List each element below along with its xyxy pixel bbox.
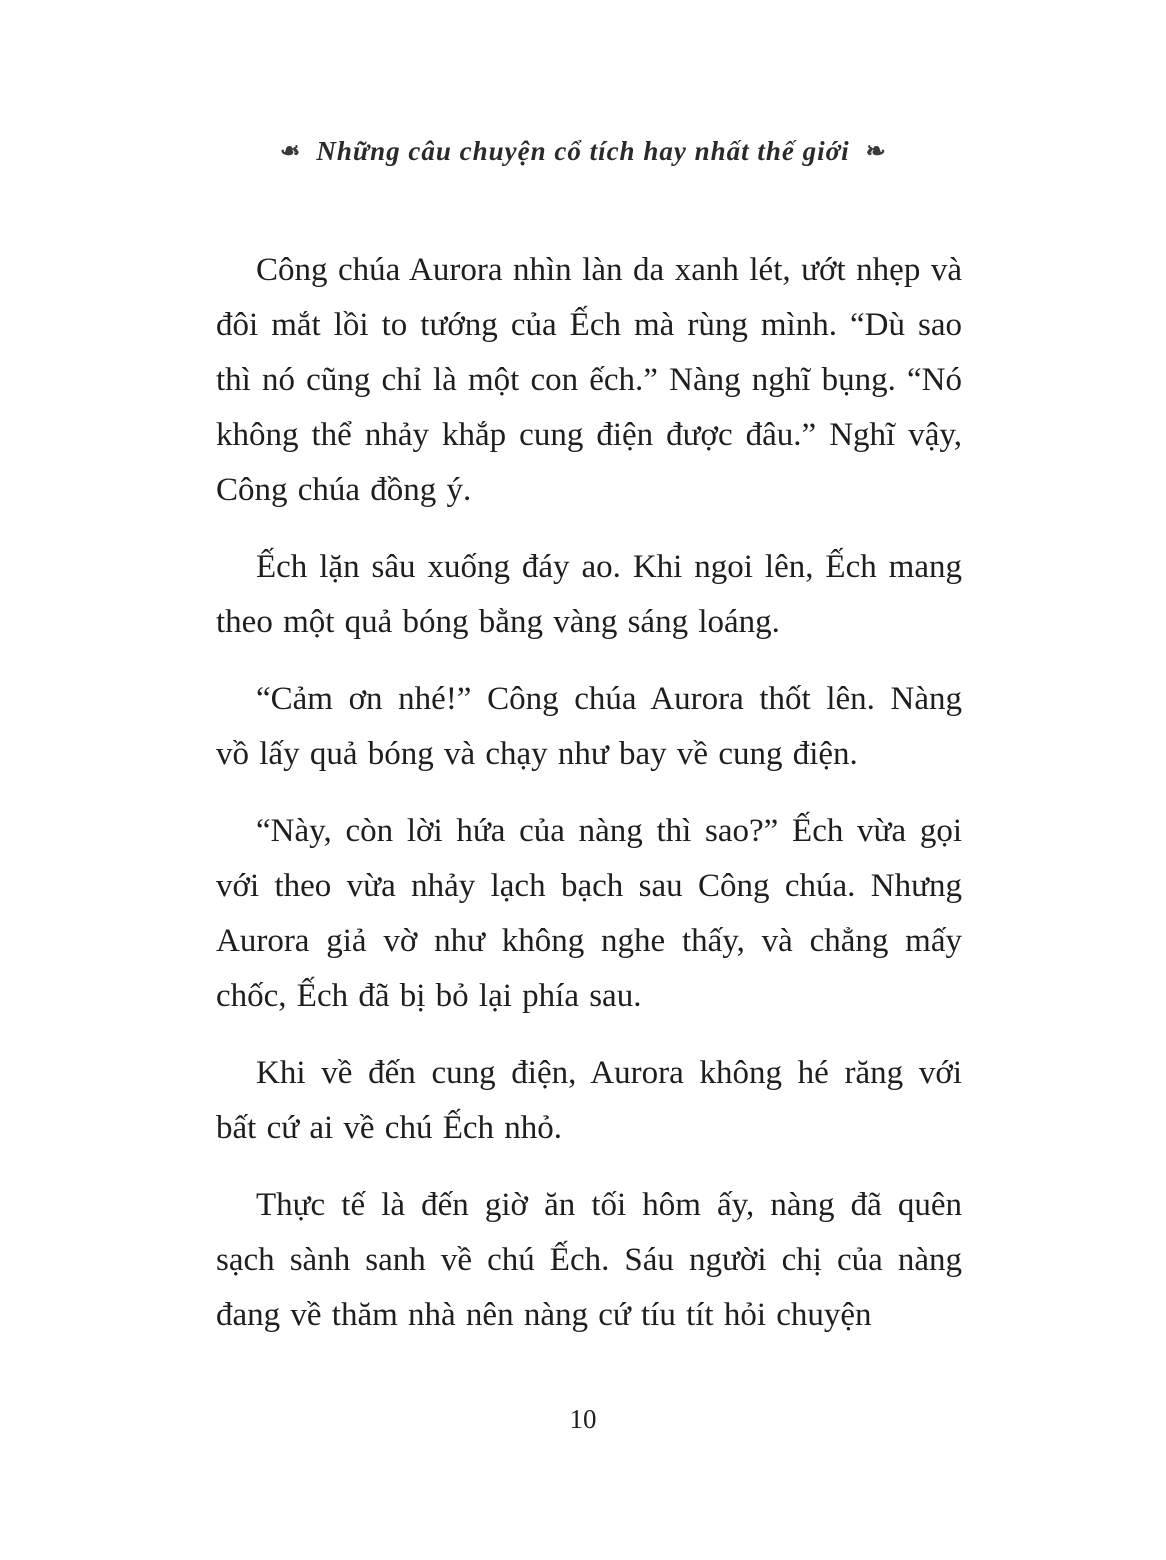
paragraph: Ếch lặn sâu xuống đáy ao. Khi ngoi lên, Ếch mang theo một quả bóng bằng vàng sáng loáng. bbox=[216, 549, 962, 640]
paragraph: “Cảm ơn nhé!” Công chúa Aurora thốt lên. Nàng vồ lấy quả bóng và chạy như bay về cung điện. bbox=[216, 681, 962, 772]
running-header-title: Những câu chuyện cổ tích hay nhất thế giới bbox=[316, 136, 850, 166]
page-number: 10 bbox=[569, 1404, 597, 1434]
paragraph: Thực tế là đến giờ ăn tối hôm ấy, nàng đã quên sạch sành sanh về chú Ếch. Sáu người chị của nàng đang về thăm nhà nên nàng cứ tíu tít hỏi chuyện bbox=[216, 1187, 962, 1333]
header-ornament-left-icon: ❧ bbox=[279, 139, 301, 165]
page-body-text bbox=[216, 243, 962, 1365]
paragraph: Khi về đến cung điện, Aurora không hé răng với bất cứ ai về chú Ếch nhỏ. bbox=[216, 1055, 962, 1146]
paragraph: Công chúa Aurora nhìn làn da xanh lét, ướt nhẹp và đôi mắt lồi to tướng của Ếch mà rùng mình. “Dù sao thì nó cũng chỉ là một con ếch.” Nàng nghĩ bụng. “Nó không thể nhảy khắp cung điện được đâu.” Nghĩ vậy, Công chúa đồng ý. bbox=[216, 252, 962, 508]
paragraph: “Này, còn lời hứa của nàng thì sao?” Ếch vừa gọi với theo vừa nhảy lạch bạch sau Công chúa. Nhưng Aurora giả vờ như không nghe thấy, và chẳng mấy chốc, Ếch đã bị bỏ lại phía sau. bbox=[216, 813, 962, 1014]
running-header bbox=[0, 136, 1166, 167]
header-ornament-right-icon: ❧ bbox=[865, 139, 887, 165]
